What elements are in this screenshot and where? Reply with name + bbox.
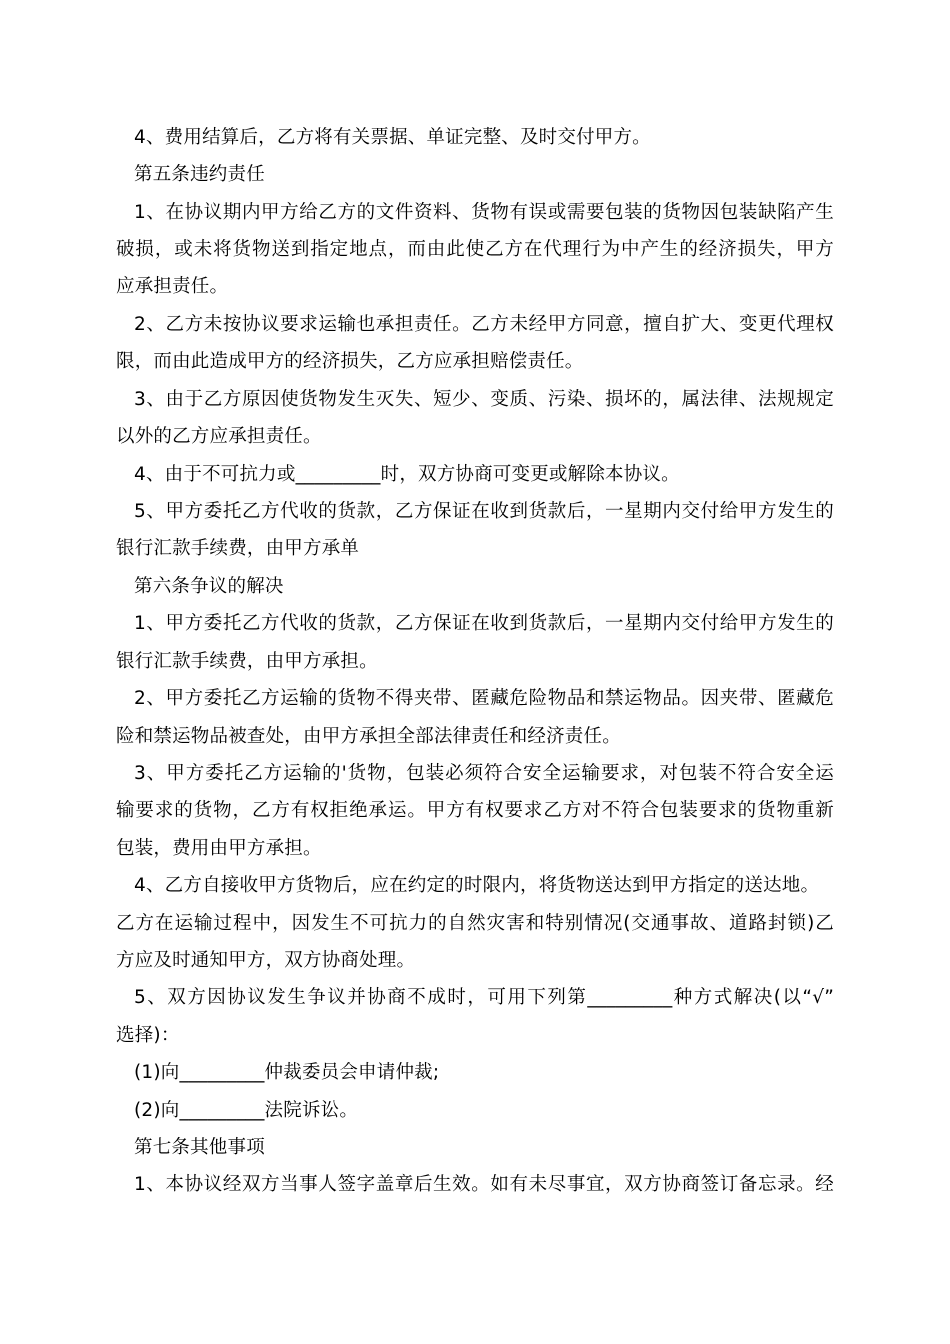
text-line: 方应及时通知甲方，双方协商处理。 xyxy=(116,950,416,971)
text-line: 3、甲方委托乙方运输的'货物，包装必须符合安全运输要求，对包装不符合安全运 xyxy=(134,763,834,784)
text-line: (1)向_________仲裁委员会申请仲裁; xyxy=(134,1062,440,1083)
text-line: 1、甲方委托乙方代收的货款，乙方保证在收到货款后，一星期内交付给甲方发生的 xyxy=(134,613,834,634)
section-heading: 第五条违约责任 xyxy=(134,164,265,185)
section-heading: 第七条其他事项 xyxy=(134,1137,265,1158)
text-line: 选择)： xyxy=(116,1025,180,1046)
text-line: 4、由于不可抗力或_________时，双方协商可变更或解除本协议。 xyxy=(134,464,680,485)
text-line: 输要求的货物，乙方有权拒绝承运。甲方有权要求乙方对不符合包装要求的货物重新 xyxy=(116,800,834,821)
text-line: 2、甲方委托乙方运输的货物不得夹带、匿藏危险物品和禁运物品。因夹带、匿藏危 xyxy=(134,688,834,709)
text-line: 4、费用结算后，乙方将有关票据、单证完整、及时交付甲方。 xyxy=(134,127,651,148)
text-line: 限，而由此造成甲方的经济损失，乙方应承担赔偿责任。 xyxy=(116,351,584,372)
text-line: 5、甲方委托乙方代收的货款，乙方保证在收到货款后，一星期内交付给甲方发生的 xyxy=(134,501,834,522)
text-line: 1、本协议经双方当事人签字盖章后生效。如有未尽事宜，双方协商签订备忘录。经 xyxy=(134,1174,834,1195)
text-line: 破损，或未将货物送到指定地点，而由此使乙方在代理行为中产生的经济损失，甲方 xyxy=(116,239,834,260)
text-line: 应承担责任。 xyxy=(116,276,229,297)
text-line: 1、在协议期内甲方给乙方的文件资料、货物有误或需要包装的货物因包装缺陷产生 xyxy=(134,202,834,223)
text-line: 银行汇款手续费，由甲方承单 xyxy=(116,538,360,559)
text-line: 乙方在运输过程中，因发生不可抗力的自然灾害和特别情况(交通事故、道路封锁)乙 xyxy=(116,913,834,934)
text-line: 4、乙方自接收甲方货物后，应在约定的时限内，将货物送达到甲方指定的送达地。 xyxy=(134,875,820,896)
text-line: 以外的乙方应承担责任。 xyxy=(116,426,322,447)
text-line: 2、乙方未按协议要求运输也承担责任。乙方未经甲方同意，擅自扩大、变更代理权 xyxy=(134,314,834,335)
text-line: 包装，费用由甲方承担。 xyxy=(116,838,322,859)
text-line: 5、双方因协议发生争议并协商不成时，可用下列第_________种方式解决(以“√” xyxy=(134,987,834,1008)
text-line: 3、由于乙方原因使货物发生灭失、短少、变质、污染、损坏的，属法律、法规规定 xyxy=(134,389,834,410)
text-line: (2)向_________法院诉讼。 xyxy=(134,1100,359,1121)
text-line: 银行汇款手续费，由甲方承担。 xyxy=(116,651,378,672)
section-heading: 第六条争议的解决 xyxy=(134,576,284,597)
text-line: 险和禁运物品被查处，由甲方承担全部法律责任和经济责任。 xyxy=(116,726,621,747)
